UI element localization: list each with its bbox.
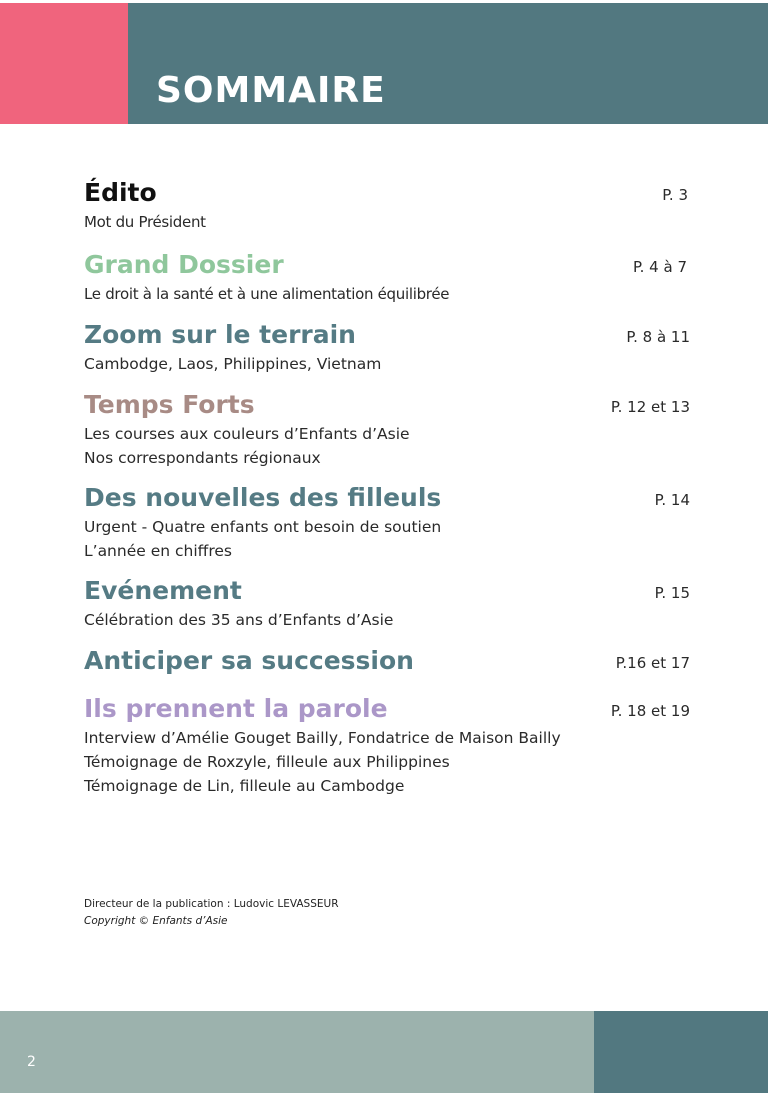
toc-title: Édito (84, 178, 157, 207)
toc-title: Evénement (84, 576, 242, 605)
footer-accent-block (594, 1011, 768, 1093)
toc-subtitle: Mot du Président (84, 213, 206, 231)
toc-title: Ils prennent la parole (84, 694, 388, 723)
toc-subtitle: Témoignage de Lin, filleule au Cambodge (84, 777, 405, 795)
toc-subtitle: Célébration des 35 ans d’Enfants d’Asie (84, 611, 394, 629)
toc-entry-nouvelles-filleuls (84, 481, 690, 563)
toc-subtitle: Urgent - Quatre enfants ont besoin de soutien (84, 518, 442, 536)
toc-page-ref: P. 4 à 7 (632, 258, 687, 276)
toc-page-ref: P. 14 (654, 491, 690, 509)
toc-title: Des nouvelles des filleuls (84, 483, 442, 512)
toc-subtitle: L’année en chiffres (84, 542, 232, 560)
toc-title: Anticiper sa succession (84, 646, 414, 675)
page-number: 2 (27, 1054, 36, 1070)
copyright-notice: Copyright © Enfants d’Asie (84, 915, 228, 927)
toc-entry-temps-forts (84, 388, 690, 470)
toc-page-ref: P. 18 et 19 (610, 702, 690, 720)
toc-title: Temps Forts (84, 390, 255, 419)
publication-director: Directeur de la publication : Ludovic LEVASSEUR (84, 898, 339, 910)
toc-entry-edito (84, 176, 690, 234)
toc-title: Zoom sur le terrain (84, 320, 356, 349)
toc-subtitle: Nos correspondants régionaux (84, 449, 321, 467)
publication-credits (84, 896, 339, 930)
toc-subtitle: Témoignage de Roxzyle, filleule aux Philippines (84, 753, 450, 771)
toc-entry-parole (84, 692, 690, 798)
toc-entry-succession (84, 644, 690, 678)
page-title: SOMMAIRE (156, 70, 386, 111)
toc-page-ref: P. 15 (654, 584, 690, 602)
toc-subtitle: Les courses aux couleurs d’Enfants d’Asie (84, 425, 410, 443)
toc-title: Grand Dossier (84, 250, 284, 279)
toc-subtitle: Le droit à la santé et à une alimentation équilibrée (84, 285, 450, 303)
toc-page-ref: P. 3 (662, 186, 688, 204)
toc-subtitle: Interview d’Amélie Gouget Bailly, Fondatrice de Maison Bailly (84, 729, 561, 747)
toc-entry-evenement (84, 574, 690, 632)
toc-page-ref: P. 8 à 11 (626, 328, 690, 346)
footer-band (0, 1011, 594, 1093)
toc-page-ref: P.16 et 17 (615, 654, 690, 672)
header-accent-block (0, 3, 128, 124)
toc-entry-grand-dossier (84, 248, 690, 306)
toc-entry-zoom-terrain (84, 318, 690, 376)
toc-page-ref: P. 12 et 13 (610, 398, 690, 416)
toc-subtitle: Cambodge, Laos, Philippines, Vietnam (84, 355, 382, 373)
